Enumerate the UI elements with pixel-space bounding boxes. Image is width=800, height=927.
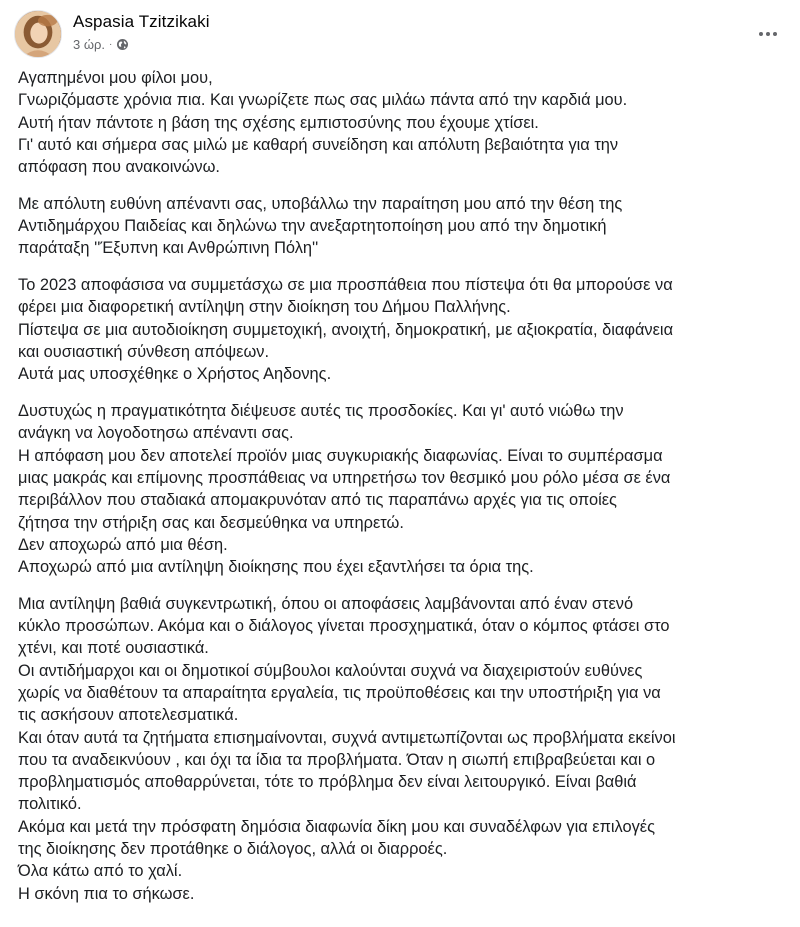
post-text-line: Πίστεψα σε μια αυτοδιοίκηση συμμετοχική, ανοιχτή, δημοκρατική, με αξιοκρατία, διαφάνεια	[18, 320, 674, 339]
post-text-line: ανάγκη να λογοδοτησω απέναντι σας.	[18, 424, 294, 443]
post-text-line: χτένι, και ποτέ ουσιαστικά.	[18, 639, 209, 658]
post-meta	[73, 37, 129, 52]
post-text-line: τις ασκήσουν αποτελεσματικά.	[18, 706, 239, 725]
post-text-line: Αγαπημένοι μου φίλοι μου,	[18, 69, 213, 87]
post-text-line: της διοίκησης δεν προτάθηκε ο διάλογος, αλλά οι διαρροές.	[18, 840, 448, 859]
post-text-line: Αποχωρώ από μια αντίληψη διοίκησης που έχει εξαντλήσει τα όρια της.	[18, 558, 534, 577]
post-text-line: Γι' αυτό και σήμερα σας μιλώ με καθαρή συνείδηση και απόλυτη βεβαιότητα για την	[18, 135, 619, 154]
post-timestamp[interactable]: 3 ώρ.	[73, 37, 105, 52]
post-text-line: Ακόμα και μετά την πρόσφατη δημόσια διαφωνία δίκη μου και συναδέλφων για επιλογές	[18, 817, 655, 836]
post-text-line: Όλα κάτω από το χαλί.	[18, 862, 183, 881]
globe-icon[interactable]	[116, 38, 129, 51]
post-text-line: Με απόλυτη ευθύνη απέναντι σας, υποβάλλω την παραίτηση μου από την θέση της	[18, 194, 623, 213]
post-text-line: που τα αναδεικνύουν , και όχι τα ίδια τα προβλήματα. Όταν η σιωπή επιβραβεύεται και ο	[18, 750, 656, 769]
post-paragraph	[18, 193, 788, 260]
post-text-line: Αντιδημάρχου Παιδείας και δηλώνω την ανεξαρτητοποίηση μου από την δημοτική	[18, 217, 607, 236]
post-paragraph	[18, 593, 788, 905]
avatar-photo-icon	[15, 11, 61, 57]
author-name[interactable]: Aspasia Tzitzikaki	[73, 12, 210, 31]
more-horizontal-icon	[759, 32, 763, 36]
post-text-line: Γνωριζόμαστε χρόνια πια. Και γνωρίζετε πως σας μιλάω πάντα από την καρδιά μου.	[18, 91, 628, 110]
post-text-line: Οι αντιδήμαρχοι και οι δημοτικοί σύμβουλοι καλούνται συχνά να διαχειριστούν ευθύνες	[18, 661, 643, 680]
meta-separator: ·	[109, 39, 113, 50]
post-text-line: Η απόφαση μου δεν αποτελεί προϊόν μιας συγκυριακής διαφωνίας. Είναι το συμπέρασμα	[18, 446, 663, 465]
post-text-line: πολιτικό.	[18, 795, 82, 814]
post-text-line: Δεν αποχωρώ από μια θέση.	[18, 535, 228, 554]
post-text-line: παράταξη ''Έξυπνη και Ανθρώπινη Πόλη''	[18, 239, 319, 258]
post-text-line: φέρει μια διαφορετική αντίληψη στην διοίκηση του Δήμου Παλλήνης.	[18, 298, 511, 317]
post-text-line: περιβάλλον που σταδιακά απομακρυνόταν από τις παραπάνω αρχές για τις οποίες	[18, 491, 617, 510]
author-avatar[interactable]	[14, 10, 62, 58]
post-text-line: Δυστυχώς η πραγματικότητα διέψευσε αυτές τις προσδοκίες. Και γι' αυτό νιώθω την	[18, 402, 624, 421]
post-paragraph	[18, 67, 788, 178]
post-paragraph	[18, 274, 788, 385]
post-text-line: Το 2023 αποφάσισα να συμμετάσχω σε μια προσπάθεια που πίστεψα ότι θα μπορούσε να	[18, 276, 673, 295]
post-paragraph	[18, 400, 788, 578]
post-text-line: Αυτά μας υποσχέθηκε ο Χρήστος Αηδονης.	[18, 365, 332, 384]
post-header	[14, 10, 786, 60]
post-text-line: Μια αντίληψη βαθιά συγκεντρωτική, όπου οι αποφάσεις λαμβάνονται από έναν στενό	[18, 594, 634, 613]
post-text-line: προβληματισμός αποθαρρύνεται, τότε το πρόβλημα δεν είναι λειτουργικό. Είναι βαθιά	[18, 773, 637, 792]
post-text-line: Η σκόνη πια το σήκωσε.	[18, 884, 195, 903]
more-options-button[interactable]	[754, 22, 782, 46]
post-text-line: Αυτή ήταν πάντοτε η βάση της σχέσης εμπιστοσύνης που έχουμε χτίσει.	[18, 113, 539, 132]
post-text-line: κύκλο προσώπων. Ακόμα και ο διάλογος γίνεται προσχηματικά, όταν ο κόμπος φτάσει στο	[18, 617, 670, 636]
post-text-line: Και όταν αυτά τα ζητήματα επισημαίνονται, συχνά αντιμετωπίζονται ως προβλήματα εκείνοι	[18, 728, 676, 747]
post-text-line: ζήτησα την στήριξη σας και δεσμεύθηκα να υπηρετώ.	[18, 513, 404, 532]
post-text-line: μιας μακράς και επίμονης προσπάθειας να υπηρετήσω τον θεσμικό μου ρόλο μέσα σε ένα	[18, 468, 671, 487]
post-text-line: και ουσιαστική σύνθεση απόψεων.	[18, 343, 269, 362]
post-text-line: χωρίς να διαθέτουν τα απαραίτητα εργαλεία, τις προϋποθέσεις και την υποστήριξη για να	[18, 683, 661, 702]
post-text-line: απόφαση που ανακοινώνω.	[18, 158, 220, 177]
post-body	[18, 67, 788, 919]
